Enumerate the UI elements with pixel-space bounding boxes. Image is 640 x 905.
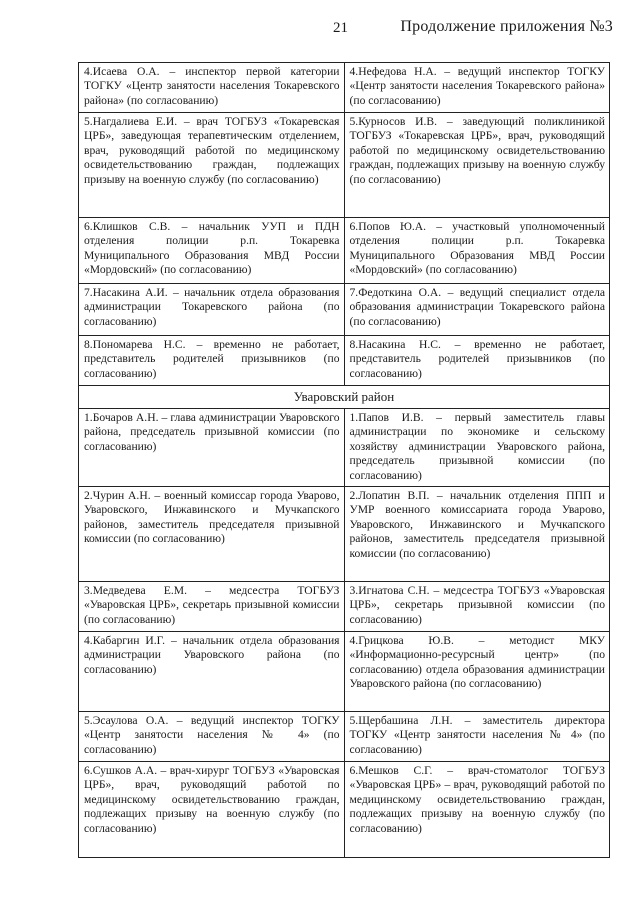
table-cell-right: 7.Федоткина О.А. – ведущий специалист отдела образования администрации Токаревского района (по согласованию): [344, 284, 610, 336]
table-cell-left: 7.Насакина А.И. – начальник отдела образования администрации Токаревского района (по согласованию): [79, 284, 345, 336]
table-row: [79, 113, 610, 218]
table-cell-left: 2.Чурин А.Н. – военный комиссар города Уварово, Уваровского, Инжавинского и Мучкапского районов, заместитель председателя призывной комиссии (по согласованию): [79, 487, 345, 582]
page-title: Продолжение приложения №3: [400, 18, 613, 35]
table-cell-right: 1.Папов И.В. – первый заместитель главы администрации по экономике и сельскому хозяйству администрации Уваровского района, председатель призывной комиссии (по согласованию): [344, 409, 610, 487]
table-row: [79, 284, 610, 336]
table-row: [79, 336, 610, 386]
table-row: [79, 409, 610, 487]
table-cell-right: 6.Мешков С.Г. – врач-стоматолог ТОГБУЗ «Уваровская ЦРБ» – врач, руководящий работой по медицинскому освидетельствованию граждан, подлежащих призыву на военную службу (по согласованию): [344, 762, 610, 858]
table-cell-left: 8.Пономарева Н.С. – временно не работает, представитель родителей призывников (по согласованию): [79, 336, 345, 386]
table-row: [79, 218, 610, 284]
table-cell-right: 4.Грицкова Ю.В. – методист МКУ «Информационно-ресурсный центр» (по согласованию) отдела образования администрации Уваровского района (по согласованию): [344, 632, 610, 712]
table-cell-left: 1.Бочаров А.Н. – глава администрации Уваровского района, председатель призывной комиссии (по согласованию): [79, 409, 345, 487]
table-cell-right: 6.Попов Ю.А. – участковый уполномоченный отделения полиции р.п. Токаревка Муниципального Образования МВД России «Мордовский» (по согласованию): [344, 218, 610, 284]
table-cell-right: 2.Лопатин В.П. – начальник отделения ППП и УМР военного комиссариата города Уварово, Уваровского, Инжавинского и Мучкапского районов, заместитель председателя призывной комиссии (по согласованию): [344, 487, 610, 582]
table-row: [79, 63, 610, 113]
table-row: [79, 487, 610, 582]
table-cell-left: 5.Эсаулова О.А. – ведущий инспектор ТОГКУ «Центр занятости населения № 4» (по согласованию): [79, 712, 345, 762]
table-row: [79, 762, 610, 858]
table-cell-right: 8.Насакина Н.С. – временно не работает, представитель родителей призывников (по согласованию): [344, 336, 610, 386]
table-cell-left: 4.Кабаргин И.Г. – начальник отдела образования администрации Уваровского района (по согласованию): [79, 632, 345, 712]
table-cell-right: 4.Нефедова Н.А. – ведущий инспектор ТОГКУ «Центр занятости населения Токаревского района» (по согласованию): [344, 63, 610, 113]
table-cell-left: 5.Нагдалиева Е.И. – врач ТОГБУЗ «Токаревская ЦРБ», заведующая терапевтическим отделением, врач, руководящий работой по медицинскому освидетельствованию граждан, подлежащих призыву на военную службу (по согласованию): [79, 113, 345, 218]
table-cell-left: 6.Клишков С.В. – начальник УУП и ПДН отделения полиции р.п. Токаревка Муниципального Образования МВД России «Мордовский» (по согласованию): [79, 218, 345, 284]
table-cell-left: 4.Исаева О.А. – инспектор первой категории ТОГКУ «Центр занятости населения Токаревского района» (по согласованию): [79, 63, 345, 113]
table-row: [79, 632, 610, 712]
table-cell-right: 5.Щербашина Л.Н. – заместитель директора ТОГКУ «Центр занятости населения № 4» (по согласованию): [344, 712, 610, 762]
table-cell-right: 3.Игнатова С.Н. – медсестра ТОГБУЗ «Уваровская ЦРБ», секретарь призывной комиссии (по согласованию): [344, 582, 610, 632]
district-title: Уваровский район: [79, 386, 610, 409]
page-number: 21: [333, 20, 348, 36]
table-cell-left: 6.Сушков А.А. – врач-хирург ТОГБУЗ «Уваровская ЦРБ», врач, руководящий работой по медицинскому освидетельствованию граждан, подлежащих призыву на военную службу (по согласованию): [79, 762, 345, 858]
table-cell-left: 3.Медведева Е.М. – медсестра ТОГБУЗ «Уваровская ЦРБ», секретарь призывной комиссии (по согласованию): [79, 582, 345, 632]
commission-table: [78, 62, 610, 858]
table-cell-right: 5.Курносов И.В. – заведующий поликлиникой ТОГБУЗ «Токаревская ЦРБ», врач, руководящий работой по медицинскому освидетельствованию граждан, подлежащих призыву на военную службу (по согласованию): [344, 113, 610, 218]
table-row: [79, 582, 610, 632]
table-row: [79, 712, 610, 762]
district-header-row: [79, 386, 610, 409]
